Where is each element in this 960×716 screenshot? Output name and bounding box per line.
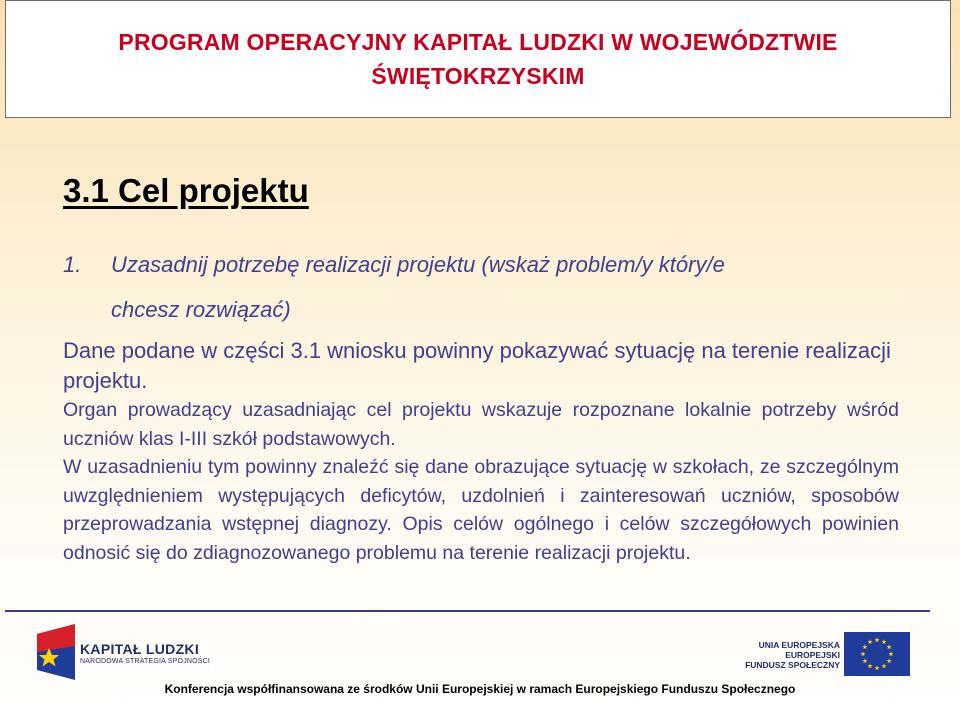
body-sentence-1: Organ prowadzący uzasadniając cel projektu wskazuje rozpoznane lokalnie potrzeby wśród uczniów klas I-III szkół podstawowych. <box>63 399 899 450</box>
kapital-ludzki-subtitle: NARODOWA STRATEGIA SPÓJNOŚCI <box>80 658 211 665</box>
kapital-ludzki-title: KAPITAŁ LUDZKI <box>80 641 200 657</box>
header-banner <box>5 0 951 118</box>
question-line1 <box>63 252 725 278</box>
header-title-line1: PROGRAM OPERACYJNY KAPITAŁ LUDZKI W WOJEWÓDZTWIE <box>118 29 838 55</box>
eu-label <box>690 640 840 670</box>
section-title: 3.1 Cel projektu <box>63 172 309 209</box>
question-number: 1. <box>63 252 82 277</box>
question-text: Uzasadnij potrzebę realizacji projektu (wskaż problem/y który/e <box>111 252 725 277</box>
body-sentence-2: W uzasadnieniu tym powinny znaleźć się dane obrazujące sytuację w szkołach, ze szczególnym uwzględnieniem występujących deficytów, uzdolnień i zainteresowań uczniów, sposobów przeprowadzania wstępnej diagnozy. Opis celów ogólnego i celów szczegółowych powinien odnosić się do zdiagnozowanego problemu na terenie realizacji projektu. <box>63 456 899 564</box>
eu-label-line1: UNIA EUROPEJSKA <box>758 640 840 650</box>
eu-label-line2: EUROPEJSKI <box>785 650 840 660</box>
footer-divider <box>5 610 930 612</box>
eu-flag-icon <box>844 632 910 676</box>
question-line2: chcesz rozwiązać) <box>111 297 291 322</box>
body-paragraph-2 <box>63 396 899 567</box>
header-title-line2: ŚWIĘTOKRZYSKIM <box>371 63 585 89</box>
eu-label-line3: FUNDUSZ SPOŁECZNY <box>745 660 840 670</box>
body-paragraph-1: Dane podane w części 3.1 wniosku powinny pokazywać sytuację na terenie realizacji projektu. <box>63 338 891 393</box>
footer-note: Konferencja współfinansowana ze środków Unii Europejskiej w ramach Europejskiego Funduszu Społecznego <box>164 682 796 696</box>
